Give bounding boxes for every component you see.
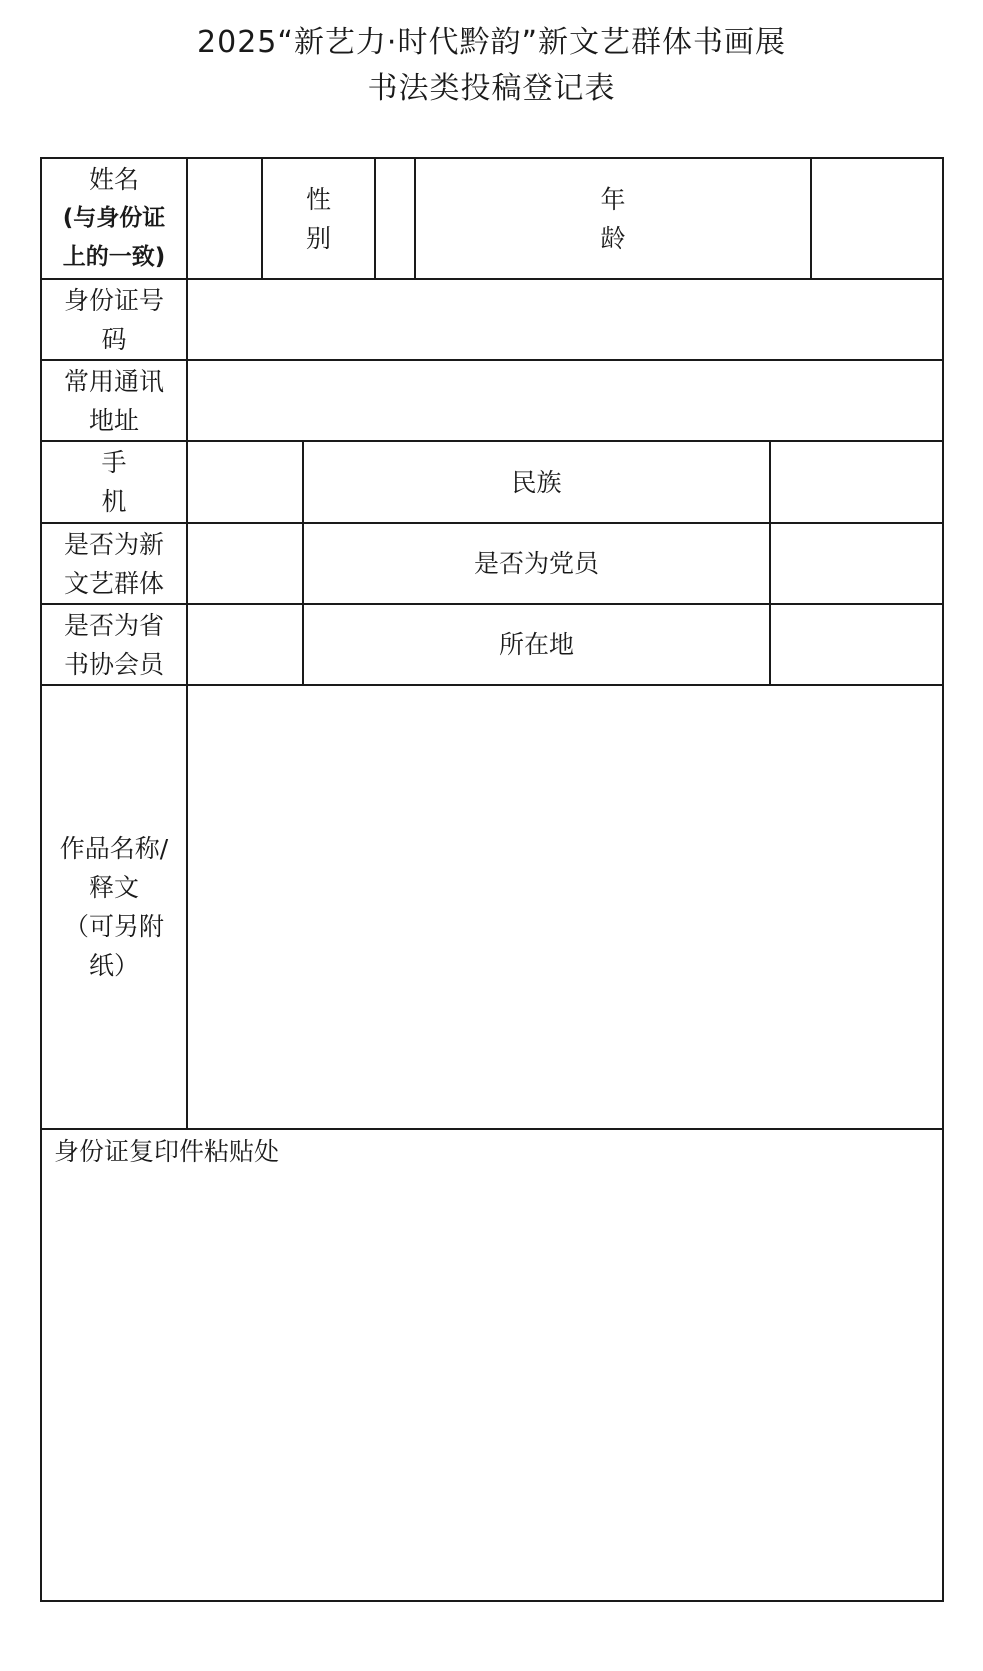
provincial-member-label: 是否为省 书协会员 <box>63 610 164 679</box>
id-copy-paste-area[interactable] <box>42 1130 942 1600</box>
location-label: 所在地 <box>498 630 574 659</box>
ethnicity-label: 民族 <box>511 467 562 497</box>
party-member-label: 是否为党员 <box>473 549 599 578</box>
party-member-value[interactable] <box>771 524 942 603</box>
gender-label: 性 别 <box>305 184 331 253</box>
phone-label: 手 机 <box>101 448 127 516</box>
work-value[interactable] <box>188 686 942 1128</box>
id-number-label: 身份证号 码 <box>63 285 164 354</box>
id-copy-label: 身份证复印件粘贴处 <box>54 1137 280 1166</box>
new-art-group-value[interactable] <box>188 524 302 603</box>
name-note: (与身份证 上的一致) <box>62 205 166 270</box>
form-title-line-2: 书法类投稿登记表 <box>367 71 616 106</box>
age-value[interactable] <box>812 159 942 278</box>
name-label-cell <box>42 159 186 278</box>
form-title-line-1: 2025“新艺力·时代黔韵”新文艺群体书画展 <box>197 25 786 60</box>
age-label: 年 龄 <box>600 184 626 253</box>
location-value[interactable] <box>771 605 942 684</box>
gender-value[interactable] <box>376 159 414 278</box>
work-label: 作品名称/ 释文 （可另附 纸） <box>59 834 169 980</box>
phone-value[interactable] <box>188 442 302 522</box>
name-label: 姓名 <box>88 165 139 194</box>
provincial-member-value[interactable] <box>188 605 302 684</box>
id-number-value[interactable] <box>188 280 942 359</box>
address-label: 常用通讯 地址 <box>63 366 164 435</box>
new-art-group-label: 是否为新 文艺群体 <box>63 529 164 598</box>
address-value[interactable] <box>188 361 942 440</box>
name-value[interactable] <box>188 159 261 278</box>
ethnicity-value[interactable] <box>771 442 942 522</box>
